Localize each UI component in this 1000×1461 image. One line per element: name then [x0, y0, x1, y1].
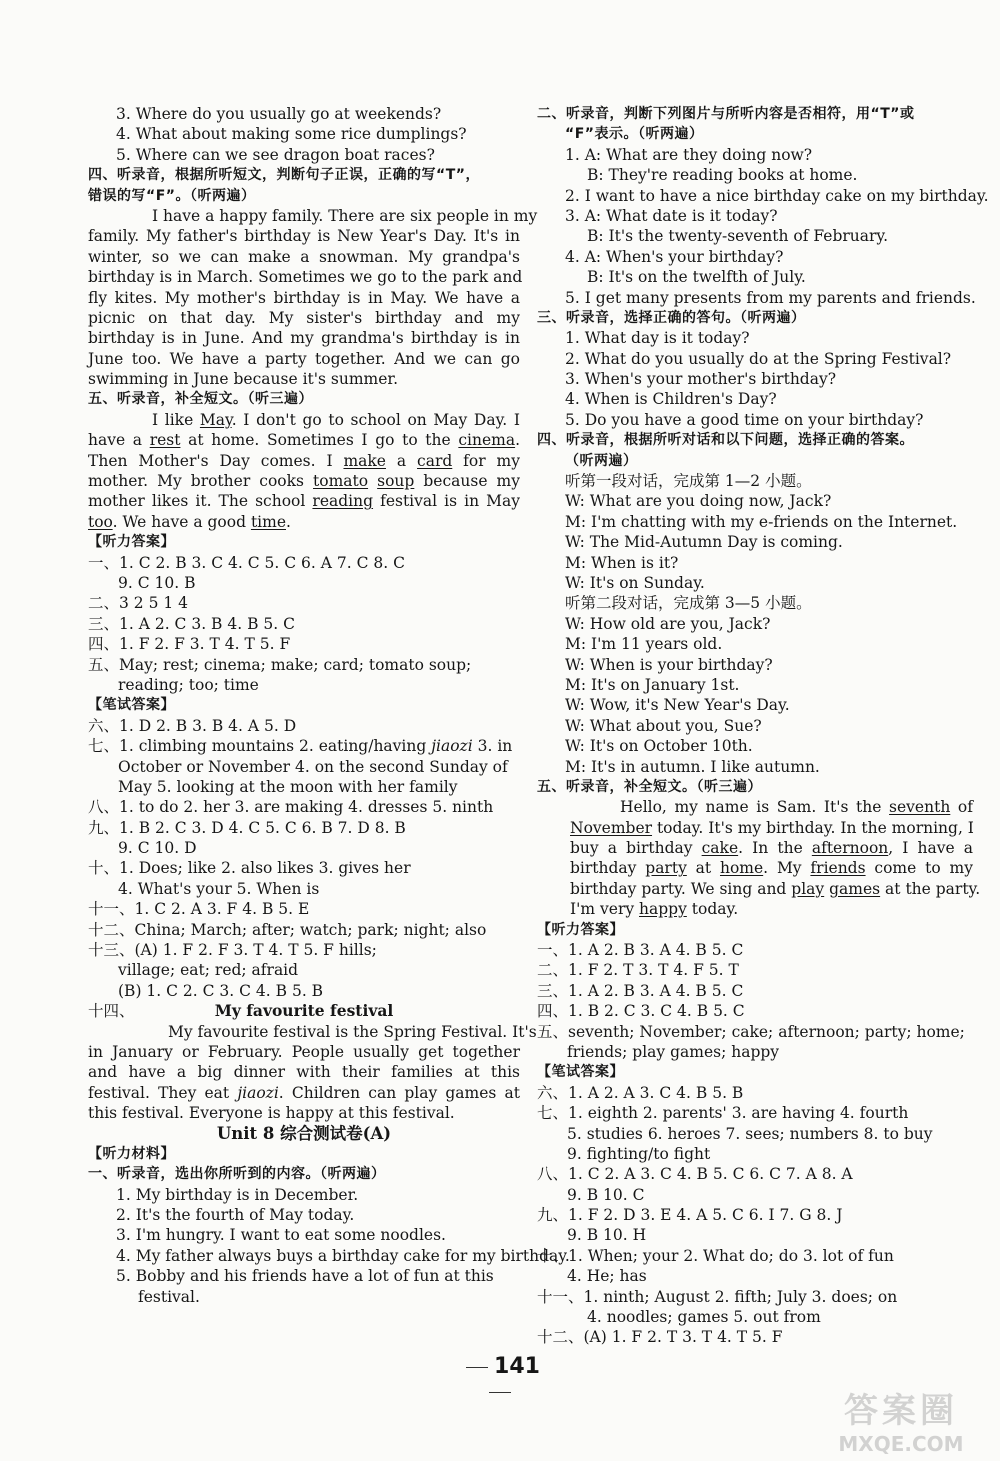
material-line: 5. Do you have a good time on your birthday?: [565, 410, 924, 429]
dialogue-line: M: It's in autumn. I like autumn.: [565, 757, 820, 776]
material-line: 2. What do you usually do at the Spring Festival?: [565, 349, 952, 368]
answer-line: 二、1. F 2. T 3. T 4. F 5. T: [537, 961, 739, 980]
answer-line: 十三、(A) 1. F 2. F 3. T 4. T 5. F hills;: [88, 941, 377, 960]
answer-line: 七、1. eighth 2. parents' 3. are having 4. fourth: [537, 1104, 909, 1123]
passage-line: family. My father's birthday is New Year's Day. It's in: [88, 227, 520, 246]
answer-line: 十、1. Does; like 2. also likes 3. gives her: [88, 859, 411, 878]
material-line: B: They're reading books at home.: [587, 166, 858, 185]
answer-label: 十四、: [88, 1002, 135, 1021]
filled-blank: rest: [149, 431, 181, 450]
filled-blank: seventh: [889, 798, 951, 817]
section-heading: 五、听录音，补全短文。（听三遍）: [537, 778, 762, 795]
question: 4. What about making some rice dumplings?: [116, 125, 467, 144]
page-number-dash: [489, 1392, 511, 1393]
passage-line: too. We have a good time.: [88, 512, 291, 531]
passage-line: November today. It's my birthday. In the morning, I: [570, 818, 974, 837]
answer-line: May 5. looking at the moon with her family: [118, 777, 458, 796]
answer-line: 9. fighting/to fight: [567, 1144, 711, 1163]
answer-line: 9. C 10. D: [118, 839, 197, 858]
answer-line: 4. He; has: [567, 1267, 647, 1286]
passage-line: picnic on that day. My sister's birthday and my: [88, 308, 520, 327]
page-number-text: 141: [494, 1354, 540, 1379]
page-number: [455, 1354, 545, 1404]
answer-line: reading; too; time: [118, 675, 259, 694]
question: 5. Where can we see dragon boat races?: [116, 145, 435, 164]
dialogue-line: W: What about you, Sue?: [565, 716, 762, 735]
dialogue-line: M: When is it?: [565, 553, 679, 572]
filled-blank: friends: [810, 859, 866, 878]
material-line: 4. A: When's your birthday?: [565, 247, 784, 266]
answer-line: 九、1. B 2. C 3. D 4. C 5. C 6. B 7. D 8. B: [88, 818, 406, 837]
answer-line: 4. What's your 5. When is: [118, 879, 320, 898]
essay-line: My favourite festival is the Spring Festival. It's: [168, 1022, 537, 1041]
passage-line: winter, so we can make a snowman. My grandpa's: [88, 247, 520, 266]
passage-fill: [537, 797, 981, 919]
answer-heading: 【笔试答案】: [537, 1064, 624, 1081]
dialogue-line: W: When is your birthday?: [565, 655, 773, 674]
watermark-logo: 答案圈: [844, 1391, 958, 1431]
essay-line: and have a big dinner with their families at this: [88, 1063, 520, 1082]
answer-line: 5. studies 6. heroes 7. sees; numbers 8. to buy: [567, 1124, 933, 1143]
section-heading: 三、听录音，选择正确的答句。（听两遍）: [537, 309, 806, 326]
section-heading: “F”表示。（听两遍）: [565, 126, 704, 143]
passage-line: Then Mother's Day comes. I make a card for my: [88, 451, 520, 470]
filled-blank: card: [417, 451, 453, 470]
answer-line: 七、1. climbing mountains 2. eating/having jiaozi 3. in: [88, 737, 513, 756]
dialogue-line: W: The Mid-Autumn Day is coming.: [565, 533, 843, 552]
passage-line: birthday party. We sing and play games at the party.: [570, 879, 981, 898]
section-heading: 四、听录音，根据所听短文，判断句子正误，正确的写“T”，: [88, 167, 480, 184]
answer-line: 九、1. F 2. D 3. E 4. A 5. C 6. I 7. G 8. J: [537, 1206, 843, 1225]
essay: [88, 1022, 537, 1124]
filled-blank: make: [343, 451, 386, 470]
section-heading: 五、听录音，补全短文。（听三遍）: [88, 391, 313, 408]
filled-blank: too: [88, 512, 113, 531]
passage-line: I have a happy family. There are six people in my: [152, 206, 538, 225]
answer-line: 9. B 10. C: [567, 1185, 645, 1204]
left-column: [88, 104, 570, 1307]
dialogue-line: M: I'm chatting with my e-friends on the Internet.: [565, 512, 958, 531]
essay-title-line: [88, 1001, 520, 1021]
passage-line: fly kites. My mother's birthday is in May. We have a: [88, 288, 520, 307]
material-line: 3. A: What date is it today?: [565, 206, 778, 225]
passage-line: mother likes it. The school reading festival is in May: [88, 492, 520, 511]
answer-line: 十一、1. ninth; August 2. fifth; July 3. does; on: [537, 1287, 898, 1306]
filled-blank: afternoon: [811, 839, 889, 858]
filled-blank: soup: [377, 472, 415, 491]
answer-line: 八、1. to do 2. her 3. are making 4. dresses 5. ninth: [88, 798, 494, 817]
answer-line: 三、1. A 2. C 3. B 4. B 5. C: [88, 614, 295, 633]
answer-line: 十二、(A) 1. F 2. T 3. T 4. T 5. F: [537, 1328, 783, 1347]
filled-blank: happy: [639, 900, 687, 919]
essay-line: festival. They eat jiaozi. Children can play games at: [88, 1083, 520, 1102]
answer-line: 四、1. F 2. F 3. T 4. T 5. F: [88, 635, 291, 654]
answer-line: 五、seventh; November; cake; afternoon; party; home;: [537, 1022, 965, 1041]
filled-blank: games: [829, 879, 881, 898]
essay-title: My favourite festival: [214, 1001, 394, 1021]
dialogue-line: W: It's on Sunday.: [565, 573, 705, 592]
answer-line: village; eat; red; afraid: [118, 961, 299, 980]
unit-title: Unit 8 综合测试卷(A): [216, 1123, 392, 1143]
material-line: B: It's on the twelfth of July.: [587, 268, 806, 287]
answer-line: 4. noodles; games 5. out from: [587, 1308, 821, 1327]
answer-heading: 【听力答案】: [537, 921, 624, 938]
dialogue-line: W: How old are you, Jack?: [565, 614, 771, 633]
filled-blank: party: [645, 859, 687, 878]
answer-line: 一、1. C 2. B 3. C 4. C 5. C 6. A 7. C 8. C: [88, 553, 405, 572]
material-line: B: It's the twenty-seventh of February.: [587, 227, 889, 246]
answer-line: (B) 1. C 2. C 3. C 4. B 5. B: [118, 981, 324, 1000]
answer-line: 9. B 10. H: [567, 1226, 647, 1245]
section-heading: 二、听录音，判断下列图片与所听内容是否相符，用“T”或: [537, 106, 915, 122]
answer-line: 十二、China; March; after; watch; park; night; also: [88, 920, 487, 939]
passage-line: June too. We have a party together. And we can go: [88, 349, 520, 368]
answer-heading: 【听力答案】: [88, 534, 175, 551]
filled-blank: cinema: [458, 431, 516, 450]
top-rule: [0, 90, 1000, 92]
material-line: festival.: [138, 1287, 200, 1306]
right-column: [537, 104, 989, 1348]
answer-line: friends; play games; happy: [567, 1042, 780, 1061]
passage-line: birthday is in March. Sometimes we go to the park and: [88, 268, 523, 287]
answer-line: 9. C 10. B: [118, 573, 196, 592]
dialogue-line: W: What are you doing now, Jack?: [565, 492, 832, 511]
filled-blank: cake: [701, 839, 739, 858]
material-line: 1. What day is it today?: [565, 329, 750, 348]
answer-line: 一、1. A 2. B 3. A 4. B 5. C: [537, 941, 744, 960]
answer-line: 六、1. A 2. A 3. C 4. B 5. B: [537, 1083, 744, 1102]
material-line: 3. When's your mother's birthday?: [565, 370, 837, 389]
passage-family: [88, 206, 538, 390]
material-line: 2. It's the fourth of May today.: [116, 1206, 355, 1225]
essay-line: this festival. Everyone is happy at this festival.: [88, 1104, 455, 1123]
filled-blank: November: [570, 818, 653, 837]
filled-blank: home: [719, 859, 764, 878]
dialogue-intro: 听第一段对话，完成第 1—2 小题。: [565, 472, 812, 491]
answer-line: 二、3 2 5 1 4: [88, 594, 189, 613]
answer-line: 四、1. B 2. C 3. C 4. B 5. C: [537, 1002, 745, 1021]
material-line: 5. I get many presents from my parents and friends.: [565, 288, 976, 307]
section-heading: 一、听录音，选出你所听到的内容。（听两遍）: [88, 1166, 386, 1183]
passage-line: I'm very happy today.: [570, 900, 739, 919]
dialogue-intro: 听第二段对话，完成第 3—5 小题。: [565, 594, 812, 613]
answer-line: 五、May; rest; cinema; make; card; tomato soup;: [88, 655, 472, 674]
material-line: 1. A: What are they doing now?: [565, 145, 813, 164]
passage-fill: [88, 410, 520, 532]
filled-blank: time: [250, 512, 286, 531]
passage-line: birthday party at home. My friends come to my: [570, 859, 973, 878]
filled-blank: reading: [312, 492, 374, 511]
answer-line: October or November 4. on the second Sunday of: [118, 757, 508, 776]
answer-heading: 【笔试答案】: [88, 697, 175, 714]
material-line: 4. My father always buys a birthday cake for my birthday.: [116, 1246, 570, 1265]
material-line: 3. I'm hungry. I want to eat some noodles.: [116, 1226, 446, 1245]
section-heading: 四、听录音，根据所听对话和以下问题，选择正确的答案。: [537, 432, 914, 449]
answer-line: 十一、1. C 2. A 3. F 4. B 5. E: [88, 900, 310, 919]
section-heading: （听两遍）: [565, 452, 638, 469]
passage-line: birthday is in June. And my grandma's birthday is in: [88, 329, 520, 348]
question: 3. Where do you usually go at weekends?: [116, 105, 442, 123]
answer-line: 八、1. C 2. A 3. C 4. B 5. C 6. C 7. A 8. A: [537, 1165, 853, 1184]
filled-blank: tomato: [313, 472, 369, 491]
passage-line: mother. My brother cooks tomato soup because my: [88, 472, 520, 491]
answer-line: 六、1. D 2. B 3. B 4. A 5. D: [88, 716, 297, 735]
dialogue-line: M: It's on January 1st.: [565, 675, 740, 694]
material-line: 5. Bobby and his friends have a lot of fun at this: [116, 1267, 494, 1286]
answer-line: 十、1. When; your 2. What do; do 3. lot of fun: [537, 1246, 894, 1265]
material-line: 1. My birthday is in December.: [116, 1185, 359, 1204]
watermark: [816, 1383, 986, 1456]
material-heading: 【听力材料】: [88, 1145, 175, 1162]
dialogue-line: M: I'm 11 years old.: [565, 635, 723, 654]
page-number-dash: [466, 1367, 488, 1368]
section-heading: 错误的写“F”。（听两遍）: [88, 187, 256, 204]
watermark-url: MXQE.COM: [838, 1432, 964, 1456]
passage-line: I like May. I don't go to school on May Day. I: [152, 410, 520, 429]
passage-line: have a rest at home. Sometimes I go to the cinema.: [88, 431, 521, 450]
passage-line: buy a birthday cake. In the afternoon, I have a: [570, 839, 974, 858]
passage-line: swimming in June because it's summer.: [88, 370, 399, 389]
material-line: 2. I want to have a nice birthday cake on my birthday.: [565, 186, 989, 205]
dialogue-line: W: Wow, it's New Year's Day.: [565, 696, 790, 715]
filled-blank: May: [199, 410, 232, 429]
material-line: 4. When is Children's Day?: [565, 390, 777, 409]
filled-blank: play: [791, 879, 825, 898]
dialogue-line: W: It's on October 10th.: [565, 737, 753, 756]
answer-line: 三、1. A 2. B 3. A 4. B 5. C: [537, 981, 744, 1000]
passage-line: Hello, my name is Sam. It's the seventh of: [620, 798, 973, 817]
essay-line: in January or February. People usually get together: [88, 1042, 520, 1061]
